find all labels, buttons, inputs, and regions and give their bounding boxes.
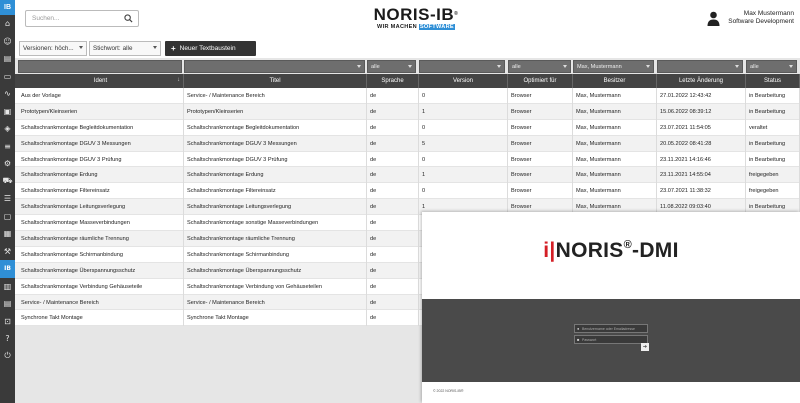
sidebar-document-icon[interactable] bbox=[0, 225, 15, 243]
filter-titel[interactable] bbox=[184, 60, 365, 73]
column-header-label: Ident bbox=[93, 78, 108, 84]
versions-select[interactable] bbox=[19, 41, 87, 56]
sidebar-chart-icon[interactable] bbox=[0, 85, 15, 103]
lock-icon: ■ bbox=[577, 337, 580, 342]
cell-aenderung: 23.07.2021 11:38:32 bbox=[657, 183, 746, 199]
filter-status-value: alle bbox=[750, 63, 759, 70]
table-row[interactable] bbox=[15, 152, 800, 168]
folder-icon: ▤ bbox=[3, 299, 12, 309]
username-input[interactable] bbox=[574, 324, 648, 333]
cell-aenderung: 15.06.2022 08:39:12 bbox=[657, 104, 746, 120]
sidebar-layers-icon[interactable] bbox=[0, 138, 15, 156]
cell-ident: Prototypen/Kleinserien bbox=[18, 104, 184, 120]
cell-aenderung: 11.08.2022 09:03:40 bbox=[657, 199, 746, 215]
sidebar-tools-icon[interactable] bbox=[0, 243, 15, 261]
sidebar-user-icon[interactable] bbox=[0, 33, 15, 51]
column-header-label: Status bbox=[763, 78, 781, 84]
table-row[interactable] bbox=[15, 120, 800, 136]
noris-dmi-logo bbox=[422, 239, 800, 263]
cell-version: 0 bbox=[419, 88, 508, 104]
user-icon: ☺ bbox=[3, 36, 12, 46]
column-header-label: Besitzer bbox=[603, 78, 626, 84]
table-row[interactable] bbox=[15, 136, 800, 152]
column-header-sprache[interactable] bbox=[367, 74, 419, 88]
cell-titel: Schaltschrankmontage Überspannungsschutz bbox=[184, 263, 367, 279]
cell-sprache: de bbox=[367, 88, 419, 104]
filter-besitzer-value: Max, Mustermann bbox=[577, 63, 622, 70]
column-header-titel[interactable] bbox=[184, 74, 367, 88]
cell-sprache: de bbox=[367, 152, 419, 168]
cell-version: 5 bbox=[419, 136, 508, 152]
cell-aenderung: 23.11.2021 14:16:46 bbox=[657, 152, 746, 168]
cell-optimiert: Browser bbox=[508, 152, 573, 168]
cell-optimiert: Browser bbox=[508, 199, 573, 215]
cell-ident: Service- / Maintenance Bereich bbox=[18, 295, 184, 311]
filter-aenderung[interactable] bbox=[657, 60, 743, 73]
column-header-label: Optimiert für bbox=[523, 78, 557, 84]
cell-titel: Schaltschrankmontage DGUV 3 Messungen bbox=[184, 136, 367, 152]
document-icon: ▦ bbox=[3, 229, 12, 239]
brand-name: NORIS-IB bbox=[373, 5, 455, 24]
cell-version: 0 bbox=[419, 152, 508, 168]
cell-sprache: de bbox=[367, 279, 419, 295]
cell-aenderung: 20.05.2022 08:41:28 bbox=[657, 136, 746, 152]
cell-sprache: de bbox=[367, 215, 419, 231]
username-placeholder: Benutzername oder Emailadresse bbox=[582, 326, 635, 331]
sidebar-folder-icon[interactable] bbox=[0, 50, 15, 68]
cell-status: freigegeben bbox=[746, 167, 800, 183]
sort-icon[interactable]: ↓ bbox=[177, 77, 180, 83]
chevron-down-icon bbox=[646, 65, 650, 68]
cell-titel: Schaltschrankmontage Begleitdokumentation bbox=[184, 120, 367, 136]
cell-titel: Schaltschrankmontage Filtereinsatz bbox=[184, 183, 367, 199]
cell-sprache: de bbox=[367, 183, 419, 199]
column-header-optimiert[interactable] bbox=[508, 74, 573, 88]
cell-ident: Schaltschrankmontage Schirmanbindung bbox=[18, 247, 184, 263]
cell-aenderung: 23.11.2021 14:55:04 bbox=[657, 167, 746, 183]
login-submit-button[interactable] bbox=[641, 343, 649, 351]
gear-icon: ⚙ bbox=[3, 159, 12, 169]
cube-icon: ◈ bbox=[4, 124, 11, 134]
chart-icon: ∿ bbox=[4, 89, 11, 99]
cell-besitzer: Max, Mustermann bbox=[573, 88, 657, 104]
column-header-ident[interactable] bbox=[18, 74, 184, 88]
sidebar-cart-icon[interactable] bbox=[0, 173, 15, 191]
filter-status[interactable] bbox=[746, 60, 797, 73]
column-header-label: Titel bbox=[269, 78, 281, 84]
sidebar-help-icon[interactable] bbox=[0, 330, 15, 348]
cell-besitzer: Max, Mustermann bbox=[573, 152, 657, 168]
sidebar-gear-icon[interactable] bbox=[0, 155, 15, 173]
search-input[interactable] bbox=[32, 15, 122, 22]
sidebar-monitor-icon[interactable] bbox=[0, 208, 15, 226]
filter-version[interactable] bbox=[419, 60, 505, 73]
cell-optimiert: Browser bbox=[508, 136, 573, 152]
sidebar-folder-open-icon[interactable] bbox=[0, 68, 15, 86]
new-textblock-label: Neuer Textbaustein bbox=[179, 45, 236, 52]
box-icon: ▣ bbox=[3, 106, 12, 116]
filter-sprache-value: alle bbox=[371, 63, 380, 70]
sidebar-clipboard-icon[interactable] bbox=[0, 278, 15, 296]
cell-status: in Bearbeitung bbox=[746, 88, 800, 104]
cell-optimiert: Browser bbox=[508, 120, 573, 136]
chevron-down-icon bbox=[563, 65, 567, 68]
column-header-label: Letzte Änderung bbox=[678, 78, 724, 84]
cell-besitzer: Max, Mustermann bbox=[573, 120, 657, 136]
login-overlay bbox=[422, 212, 800, 403]
cell-aenderung: 27.01.2022 12:43:42 bbox=[657, 88, 746, 104]
sidebar-power-icon[interactable] bbox=[0, 348, 15, 366]
cell-sprache: de bbox=[367, 199, 419, 215]
keyword-label: Stichwort: bbox=[93, 45, 121, 52]
filter-row bbox=[15, 60, 800, 74]
chevron-down-icon bbox=[735, 65, 739, 68]
cell-titel: Schaltschrankmontage Erdung bbox=[184, 167, 367, 183]
cell-status: in Bearbeitung bbox=[746, 104, 800, 120]
password-input[interactable] bbox=[574, 335, 648, 344]
cell-besitzer: Max, Mustermann bbox=[573, 167, 657, 183]
cell-ident: Schaltschrankmontage Verbindung Gehäuseteile bbox=[18, 279, 184, 295]
cell-version: 1 bbox=[419, 104, 508, 120]
column-header-version[interactable] bbox=[419, 74, 508, 88]
cell-ident: Schaltschrankmontage DGUV 3 Messungen bbox=[18, 136, 184, 152]
cell-ident: Schaltschrankmontage DGUV 3 Prüfung bbox=[18, 152, 184, 168]
cell-titel: Service- / Maintenance Bereich bbox=[184, 295, 367, 311]
cell-sprache: de bbox=[367, 310, 419, 326]
tools-icon: ⚒ bbox=[3, 246, 12, 256]
brand-tag-prefix: WIR MACHEN bbox=[377, 24, 417, 30]
monitor-icon: ▢ bbox=[3, 211, 12, 221]
layers-icon: ≡ bbox=[4, 141, 11, 151]
cell-version: 0 bbox=[419, 183, 508, 199]
cell-optimiert: Browser bbox=[508, 88, 573, 104]
chevron-down-icon bbox=[789, 65, 793, 68]
cell-besitzer: Max, Mustermann bbox=[573, 183, 657, 199]
brand-tag-highlight: SOFTWARE bbox=[419, 24, 454, 30]
cell-titel: Schaltschrankmontage Leitungsverlegung bbox=[184, 199, 367, 215]
sidebar-box-icon[interactable] bbox=[0, 103, 15, 121]
cell-titel: Schaltschrankmontage sonstige Masseverbindungen bbox=[184, 215, 367, 231]
user-area[interactable] bbox=[728, 10, 794, 26]
sidebar-lock-icon[interactable] bbox=[0, 313, 15, 331]
cart-icon: ⛟ bbox=[2, 176, 13, 186]
cell-sprache: de bbox=[367, 136, 419, 152]
help-icon: ? bbox=[5, 334, 10, 344]
cell-sprache: de bbox=[367, 295, 419, 311]
chevron-down-icon bbox=[408, 65, 412, 68]
chevron-down-icon bbox=[357, 65, 361, 68]
cell-ident: Schaltschrankmontage räumliche Trennung bbox=[18, 231, 184, 247]
table-row[interactable] bbox=[15, 104, 800, 120]
cell-version: 1 bbox=[419, 167, 508, 183]
user-role: Software Development bbox=[728, 18, 794, 25]
filter-optimiert-value: alle bbox=[512, 63, 521, 70]
logo-suffix: -DMI bbox=[632, 239, 679, 262]
plus-icon: + bbox=[171, 43, 176, 53]
search-icon[interactable] bbox=[124, 14, 133, 23]
sidebar-home-icon[interactable] bbox=[0, 15, 15, 33]
column-header-besitzer[interactable] bbox=[573, 74, 657, 88]
overlay-footer: © 2022 NORIS-IB® bbox=[433, 389, 464, 393]
cell-optimiert: Browser bbox=[508, 104, 573, 120]
cell-ident: Schaltschrankmontage Filtereinsatz bbox=[18, 183, 184, 199]
sidebar bbox=[0, 0, 15, 403]
chevron-down-icon bbox=[497, 65, 501, 68]
user-icon[interactable] bbox=[707, 11, 720, 26]
table-row[interactable] bbox=[15, 167, 800, 183]
lock-icon: ⊡ bbox=[4, 316, 11, 326]
cell-besitzer: Max, Mustermann bbox=[573, 199, 657, 215]
cell-titel: Schaltschrankmontage räumliche Trennung bbox=[184, 231, 367, 247]
user-icon: ● bbox=[577, 326, 580, 331]
header bbox=[15, 0, 800, 38]
cell-ident: Schaltschrankmontage Leitungsverlegung bbox=[18, 199, 184, 215]
logo-text: NORIS bbox=[555, 239, 624, 262]
logo-reg: ® bbox=[623, 239, 633, 251]
cell-sprache: de bbox=[367, 120, 419, 136]
search-box[interactable] bbox=[25, 10, 139, 27]
folder-open-icon: ▭ bbox=[3, 71, 12, 81]
cell-ident: Aus der Vorlage bbox=[18, 88, 184, 104]
column-header-label: Version bbox=[452, 78, 473, 84]
cell-status: in Bearbeitung bbox=[746, 199, 800, 215]
power-icon: ⏻ bbox=[4, 351, 11, 361]
list-icon: ☰ bbox=[3, 194, 12, 204]
cell-version: 0 bbox=[419, 120, 508, 136]
filter-besitzer[interactable] bbox=[573, 60, 654, 73]
cell-optimiert: Browser bbox=[508, 167, 573, 183]
filter-optimiert[interactable] bbox=[508, 60, 571, 73]
cell-ident: Schaltschrankmontage Überspannungsschutz bbox=[18, 263, 184, 279]
cell-besitzer: Max, Mustermann bbox=[573, 136, 657, 152]
table-row[interactable] bbox=[15, 183, 800, 199]
cell-status: in Bearbeitung bbox=[746, 152, 800, 168]
login-form bbox=[422, 299, 800, 382]
cell-aenderung: 23.07.2021 11:54:05 bbox=[657, 120, 746, 136]
versions-value: höch... bbox=[54, 45, 74, 52]
versions-label: Versionen: bbox=[23, 45, 53, 52]
cell-ident: Schaltschrankmontage Masseverbindungen bbox=[18, 215, 184, 231]
brand-icon: IB bbox=[4, 265, 11, 273]
new-textblock-button[interactable] bbox=[165, 41, 256, 56]
cell-titel: Schaltschrankmontage Schirmanbindung bbox=[184, 247, 367, 263]
user-name: Max Mustermann bbox=[743, 10, 794, 17]
filter-ident[interactable] bbox=[18, 60, 182, 73]
cell-titel: Prototypen/Kleinserien bbox=[184, 104, 367, 120]
cell-optimiert: Browser bbox=[508, 183, 573, 199]
cell-sprache: de bbox=[367, 263, 419, 279]
logo-separator: | bbox=[549, 239, 556, 262]
filter-sprache[interactable] bbox=[367, 60, 416, 73]
column-header-status[interactable] bbox=[746, 74, 800, 88]
cell-status: freigegeben bbox=[746, 183, 800, 199]
clipboard-icon: ▥ bbox=[3, 281, 12, 291]
home-icon: ⌂ bbox=[4, 19, 11, 29]
cell-titel: Service- / Maintenance Bereich bbox=[184, 88, 367, 104]
chevron-down-icon bbox=[79, 46, 83, 49]
table-row[interactable] bbox=[15, 88, 800, 104]
folder-icon: ▤ bbox=[3, 54, 12, 64]
column-header-aenderung[interactable] bbox=[657, 74, 746, 88]
brand-reg: ® bbox=[454, 11, 459, 17]
sidebar-list-icon[interactable] bbox=[0, 190, 15, 208]
arrow-right-icon: ➔ bbox=[642, 344, 648, 350]
cell-ident: Schaltschrankmontage Begleitdokumentation bbox=[18, 120, 184, 136]
cell-sprache: de bbox=[367, 104, 419, 120]
cell-sprache: de bbox=[367, 167, 419, 183]
cell-ident: Synchrone Takt Montage bbox=[18, 310, 184, 326]
keyword-value: alle bbox=[122, 45, 133, 52]
cell-status: veraltet bbox=[746, 120, 800, 136]
brand-logo bbox=[366, 6, 466, 30]
cell-sprache: de bbox=[367, 247, 419, 263]
app-logo[interactable]: IB bbox=[0, 0, 15, 15]
keyword-select[interactable] bbox=[89, 41, 161, 56]
column-header-label: Sprache bbox=[381, 78, 404, 84]
cell-besitzer: Max, Mustermann bbox=[573, 104, 657, 120]
sidebar-cube-icon[interactable] bbox=[0, 120, 15, 138]
logo-i: i bbox=[543, 239, 550, 262]
chevron-down-icon bbox=[153, 46, 157, 49]
cell-version: 1 bbox=[419, 199, 508, 215]
password-placeholder: Passwort bbox=[582, 337, 597, 342]
cell-titel: Schaltschrankmontage Verbindung von Gehäuseteilen bbox=[184, 279, 367, 295]
sidebar-folder-icon[interactable] bbox=[0, 295, 15, 313]
cell-titel: Schaltschrankmontage DGUV 3 Prüfung bbox=[184, 152, 367, 168]
cell-ident: Schaltschrankmontage Erdung bbox=[18, 167, 184, 183]
cell-titel: Synchrone Takt Montage bbox=[184, 310, 367, 326]
cell-sprache: de bbox=[367, 231, 419, 247]
table-header bbox=[15, 74, 800, 88]
sidebar-brand-icon[interactable] bbox=[0, 260, 15, 278]
cell-status: in Bearbeitung bbox=[746, 136, 800, 152]
toolbar bbox=[15, 38, 800, 58]
